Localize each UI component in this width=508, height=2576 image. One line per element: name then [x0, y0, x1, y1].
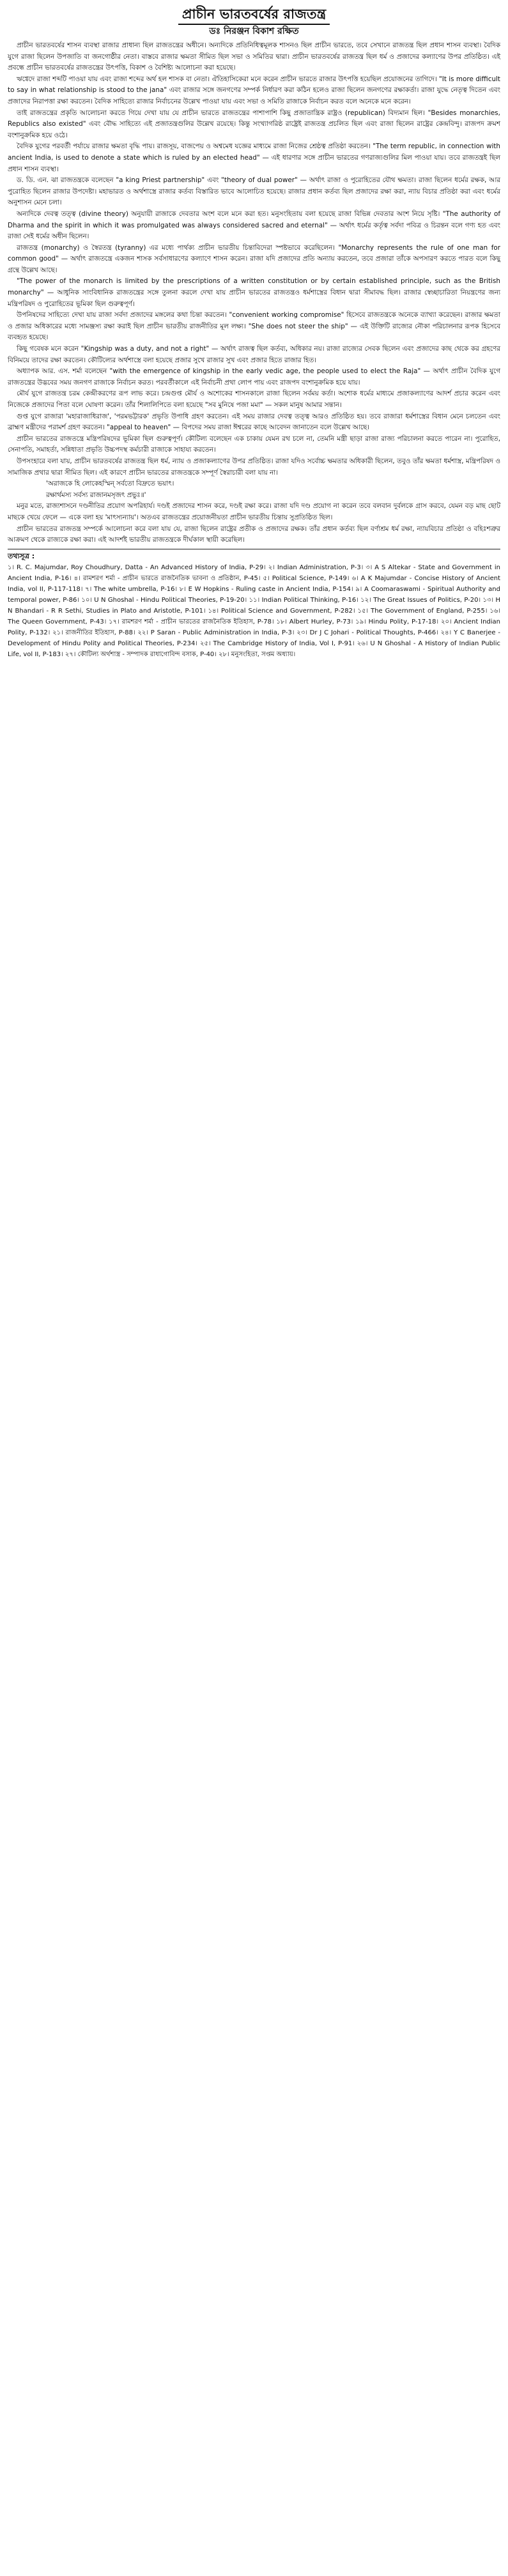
paragraph: রাজতন্ত্র (monarchy) ও স্বৈরতন্ত্র (tyranny) এর মধ্যে পার্থক্য প্রাচীন ভারতীয় চিন্তাবিদেরা স্পষ্টভাবে করেছিলেন। "Monarchy represents the rule of one man for common good" — অর্থাৎ রাজতন্ত্রে একজন শাসক সর্বসাধারণের কল্যাণে শাসন করেন। রাজা যদি প্রজাদের প্রতি অন্যায় করতেন, তবে প্রজারা তাঁকে অপসারণ করতে পারত বলে কিছু গ্রন্থে উল্লেখ আছে। [8, 243, 500, 274]
paragraph: উপসংহারে বলা যায়, প্রাচীন ভারতবর্ষের রাজতন্ত্র ছিল ধর্ম, ন্যায় ও প্রজাকল্যাণের উপর প্রতিষ্ঠিত। রাজা যদিও সর্বোচ্চ ক্ষমতার অধিকারী ছিলেন, তবুও তাঁর ক্ষমতা ধর্মশাস্ত্র, মন্ত্রিপরিষদ ও সামাজিক প্রথার দ্বারা সীমিত ছিল। এই কারণে প্রাচীন ভারতের রাজতন্ত্রকে সম্পূর্ণ স্বৈরাচারী বলা যায় না। [8, 457, 500, 477]
paragraph: প্রাচীন ভারতবর্ষের শাসন ব্যবস্থা রাজার প্রাধান্য ছিল রাজতন্ত্রের অধীনে। অন্যদিকে প্রতিনিধিত্বমূলক শাসনও ছিল প্রাচীন ভারতে, তবে সেখানে রাজতন্ত্র ছিল প্রধান শাসন ব্যবস্থা। বৈদিক যুগে রাজা ছিলেন উপজাতি বা জনগোষ্ঠীর নেতা। বাস্তবে রাজার ক্ষমতা সীমিত ছিল সভা ও সমিতির দ্বারা। প্রাচীন ভারতবর্ষের রাজতন্ত্র ছিল ধর্ম ও প্রজাদের কল্যাণের উপর প্রতিষ্ঠিত। এই প্রবন্ধে প্রাচীন ভারতবর্ষের রাজতন্ত্রের উৎপত্তি, বিকাশ ও বৈশিষ্ট্য আলোচনা করা হয়েছে। [8, 42, 500, 72]
article-author: ডঃ নিরঞ্জন বিকাশ রক্ষিত [209, 26, 299, 36]
article-body-continued [8, 501, 500, 546]
paragraph: গুপ্ত যুগে রাজারা 'মহারাজাধিরাজ', 'পরমভট্টারক' প্রভৃতি উপাধি গ্রহণ করতেন। এই সময় রাজার দেবত্ব তত্ত্ব আরও প্রতিষ্ঠিত হয়। তবে রাজারা ধর্মশাস্ত্রের বিধান মেনে চলতেন এবং ব্রাহ্মণ মন্ত্রীদের পরামর্শ গ্রহণ করতেন। "appeal to heaven" — বিপদের সময় রাজা ঈশ্বরের কাছে আবেদন জানাতেন বলে উল্লেখ আছে। [8, 412, 500, 432]
references-heading: তথ্যসূত্র : [8, 549, 500, 562]
paragraph: মনুর মতে, রাজ্যশাসনে দণ্ডনীতির প্রয়োগ অপরিহার্য। দণ্ডই প্রজাদের শাসন করে, দণ্ডই রক্ষা করে। রাজা যদি দণ্ড প্রয়োগ না করেন তবে বলবান দুর্বলকে গ্রাস করবে, যেমন বড় মাছ ছোট মাছকে খেয়ে ফেলে — একে বলা হয় 'মাৎস্যন্যায়'। অতএব রাজতন্ত্রের প্রয়োজনীয়তা প্রাচীন ভারতীয় চিন্তায় সুপ্রতিষ্ঠিত ছিল। [8, 502, 500, 521]
sanskrit-quote [46, 479, 500, 501]
paragraph: মৌর্য যুগে রাজতন্ত্র চরম কেন্দ্রীকরণের রূপ লাভ করে। চন্দ্রগুপ্ত মৌর্য ও অশোকের শাসনকালে রাজা ছিলেন সর্বময় কর্তা। অশোক ধর্মের মাধ্যমে প্রজাকল্যাণের আদর্শ প্রচার করেন এবং নিজেকে প্রজাদের পিতা বলে ঘোষণা করেন। তাঁর শিলালিপিতে বলা হয়েছে "সব মুনিষে পজা মমা" — সকল মানুষ আমার সন্তান। [8, 390, 500, 409]
quote-line: 'অরাজকে হি লোকেহস্মিন্ সর্বতো বিদ্রুতে ভয়াৎ। [46, 480, 174, 488]
paragraph: ড. ডি. এন. ঝা রাজতন্ত্রকে বলেছেন "a king Priest partnership" এবং "theory of dual power" — অর্থাৎ রাজা ও পুরোহিতের যৌথ ক্ষমতা। রাজা ছিলেন ধর্মের রক্ষক, আর পুরোহিত ছিলেন রাজার উপদেষ্টা। মহাভারত ও অর্থশাস্ত্রে রাজার কর্তব্য বিস্তারিত ভাবে আলোচিত হয়েছে। রাজার প্রধান কর্তব্য ছিল প্রজাদের রক্ষা করা, ন্যায় বিচার প্রতিষ্ঠা করা এবং ধর্মের অনুশাসন মেনে চলা। [8, 176, 500, 207]
paragraph: অধ্যাপক আর. এস. শর্মা বলেছেন "with the emergence of kingship in the early vedic age, the people used to elect the Raja" — অর্থাৎ প্রাচীন বৈদিক যুগে রাজতন্ত্রের উদ্ভবের সময় জনগণ রাজাকে নির্বাচন করত। পরবর্তীকালে এই নির্বাচনী প্রথা লোপ পায় এবং রাজপদ বংশানুক্রমিক হয়ে যায়। [8, 367, 500, 387]
paragraph: কিছু গবেষক মনে করেন "Kingship was a duty, and not a right" — অর্থাৎ রাজত্ব ছিল কর্তব্য, অধিকার নয়। রাজা রাজ্যের সেবক ছিলেন এবং প্রজাদের কাছ থেকে কর গ্রহণের বিনিময়ে তাদের রক্ষা করতেন। কৌটিল্যের অর্থশাস্ত্রে বলা হয়েছে প্রজার সুখে রাজার সুখ এবং প্রজার হিতে রাজার হিত। [8, 345, 500, 364]
article-body [8, 40, 500, 479]
article-title-text: প্রাচীন ভারতবর্ষের রাজতন্ত্র [178, 5, 330, 25]
article-title [8, 5, 500, 25]
paragraph: অন্যদিকে দেবত্ব তত্ত্ব (divine theory) অনুযায়ী রাজাকে দেবতার অংশ বলে মনে করা হত। মনুসংহিতায় বলা হয়েছে রাজা বিভিন্ন দেবতার অংশ নিয়ে সৃষ্টি। "The authority of Dharma and the spirit in which it was promulgated was always considered sacred and eternal" — অর্থাৎ ধর্মের কর্তৃত্ব সর্বদা পবিত্র ও চিরন্তন বলে গণ্য হত এবং রাজা সেই ধর্মের অধীন ছিলেন। [8, 210, 500, 241]
paragraph: প্রাচীন ভারতের রাজতন্ত্র সম্পর্কে আলোচনা করে বলা যায় যে, রাজা ছিলেন রাষ্ট্রের প্রতীক ও প্রজাদের রক্ষক। তাঁর প্রধান কর্তব্য ছিল বর্ণাশ্রম ধর্ম রক্ষা, ন্যায়বিচার প্রতিষ্ঠা ও বহিঃশত্রুর আক্রমণ থেকে রাজ্যকে রক্ষা করা। এই আদর্শই ভারতীয় রাজতন্ত্রকে দীর্ঘকাল স্থায়ী করেছিল। [8, 525, 500, 544]
quote-line: রক্ষার্থমস্য সর্বস্য রাজানমসৃজৎ প্রভুঃ॥' [46, 491, 146, 499]
paragraph: বৈদিক যুগের পরবর্তী পর্যায়ে রাজার ক্ষমতা বৃদ্ধি পায়। রাজসূয়, বাজপেয় ও অশ্বমেধ যজ্ঞের মাধ্যমে রাজা নিজের শ্রেষ্ঠত্ব প্রতিষ্ঠা করতেন। "The term republic, in connection with ancient India, is used to denote a state which is ruled by an elected head" — এই ধারণার সঙ্গে প্রাচীন ভারতের গণরাজ্যগুলির মিল পাওয়া যায়। তবে রাজতন্ত্রই ছিল প্রধান শাসন ব্যবস্থা। [8, 142, 500, 173]
paragraph: উপনিষদের সাহিত্যে দেখা যায় রাজা সর্বদা প্রজাদের মঙ্গলের কথা চিন্তা করতেন। "convenient working compromise" হিসেবে রাজতন্ত্রকে অনেকে ব্যাখ্যা করেছেন। রাজার ক্ষমতা ও প্রজার অধিকারের মধ্যে সামঞ্জস্য রক্ষা করাই ছিল প্রাচীন ভারতীয় রাজনীতির মূল লক্ষ্য। "She does not steer the ship" — এই উক্তিটি রাজ্যের নৌকা পরিচালনার রূপক হিসেবে ব্যবহৃত হয়েছে। [8, 311, 500, 342]
references-list: ১। R. C. Majumdar, Roy Choudhury, Datta - An Advanced History of India, P-29। ২। Indian Administration, P-3। ৩। A S Altekar - State and Government in Ancient India, P-16। ৪। রামশরণ শর্মা - প্রাচীন ভারতে রাজনৈতিক ভাবনা ও প্রতিষ্ঠান, P-45। ৫। Political Science, P-149। ৬। A K Majumdar - Concise History of Ancient India, vol II, P-117-118। ৭। The white umbrella, P-16। ৮। E W Hopkins - Ruling caste in Ancient India, P-154। ৯। A Coomaraswami - Spiritual Authority and temporal power, P-86। ১০। U N Ghoshal - Hindu Political Theories, P-19-20। ১১। Indian Political Thinking, P-16। ১২। The Great Issues of Politics, P-20। ১৩। H N Bhandari - R R Sethi, Studies in Plato and Aristotle, P-101। ১৪। Political Science and Government, P-282। ১৫। The Government of England, P-255। ১৬। The Queen Government, P-43। ১৭। রামশরণ শর্মা - প্রাচীন ভারতের রাজনৈতিক ইতিহাস, P-78। ১৮। Albert Hurley, P-73। ১৯। Hindu Polity, P-17-18। ২০। Ancient Indian Polity, P-132। ২১। রাজনীতির ইতিহাস, P-88। ২২। P Saran - Public Administration in India, P-3। ২৩। Dr J C Johari - Political Thoughts, P-466। ২৪। Y C Banerjee - Development of Hindu Polity and Political Theories, P-234। ২৫। The Cambridge History of India, Vol I, P-91। ২৬। U N Ghoshal - A History of Indian Public Life, vol II, P-183। ২৭। কৌটিল্য অর্থশাস্ত্র - সম্পাদক রাধাগোবিন্দ বসাক, P-40। ২৮। মনুসংহিতা, সপ্তম অধ্যায়। [8, 564, 500, 658]
paragraph: তাই রাজতন্ত্রের প্রকৃতি আলোচনা করতে গিয়ে দেখা যায় যে প্রাচীন ভারতে রাজতন্ত্রের পাশাপাশি কিছু প্রজাতান্ত্রিক রাষ্ট্রও (republican) বিদ্যমান ছিল। "Besides monarchies, Republics also existed" এবং বৌদ্ধ সাহিত্যে এই প্রজাতন্ত্রগুলির উল্লেখ রয়েছে। কিন্তু সংখ্যাগরিষ্ঠ রাষ্ট্রেই রাজতন্ত্র প্রচলিত ছিল এবং রাজা ছিলেন রাষ্ট্রের কেন্দ্রবিন্দু। রাজপদ ক্রমশ বংশানুক্রমিক হয়ে ওঠে। [8, 109, 500, 139]
paragraph: ঋগ্বেদে রাজা শব্দটি পাওয়া যায় এবং রাজা শব্দের অর্থ হল শাসক বা নেতা। ঐতিহাসিকেরা মনে করেন প্রাচীন ভারতে রাজার উৎপত্তি হয়েছিল প্রয়োজনের তাগিদে। "It is more difficult to say in what relationship is stood to the jana" এবং রাজার সঙ্গে জনগণের সম্পর্ক নির্ধারণ করা কঠিন হলেও রাজা ছিলেন জনগণের রক্ষাকর্তা। রাজা যুদ্ধে নেতৃত্ব দিতেন এবং প্রজাদের নিরাপত্তা রক্ষা করতেন। বৈদিক সাহিত্যে রাজার নির্বাচনের উল্লেখ পাওয়া যায় এবং সভা ও সমিতি রাজাকে নির্বাচন করত বলে অনেকে মনে করেন। [8, 75, 500, 105]
paragraph: প্রাচীন ভারতের রাজতন্ত্রে মন্ত্রিপরিষদের ভূমিকা ছিল গুরুত্বপূর্ণ। কৌটিল্য বলেছেন এক চাকায় যেমন রথ চলে না, তেমনি মন্ত্রী ছাড়া রাজা রাজ্য পরিচালনা করতে পারেন না। পুরোহিত, সেনাপতি, সমাহর্তা, সন্নিধাতা প্রভৃতি উচ্চপদস্থ কর্মচারী রাজাকে সাহায্য করতেন। [8, 434, 500, 454]
paragraph: "The power of the monarch is limited by the prescriptions of a written constitution or by certain established principle, such as the British monarchy" — আধুনিক সাংবিধানিক রাজতন্ত্রের সঙ্গে তুলনা করলে দেখা যায় প্রাচীন ভারতের রাজতন্ত্রও ধর্মশাস্ত্রের বিধান দ্বারা সীমাবদ্ধ ছিল। রাজার স্বেচ্ছাচারিতা নিয়ন্ত্রণের জন্য মন্ত্রিপরিষদ ও পুরোহিতের ভূমিকা ছিল গুরুত্বপূর্ণ। [8, 277, 500, 308]
